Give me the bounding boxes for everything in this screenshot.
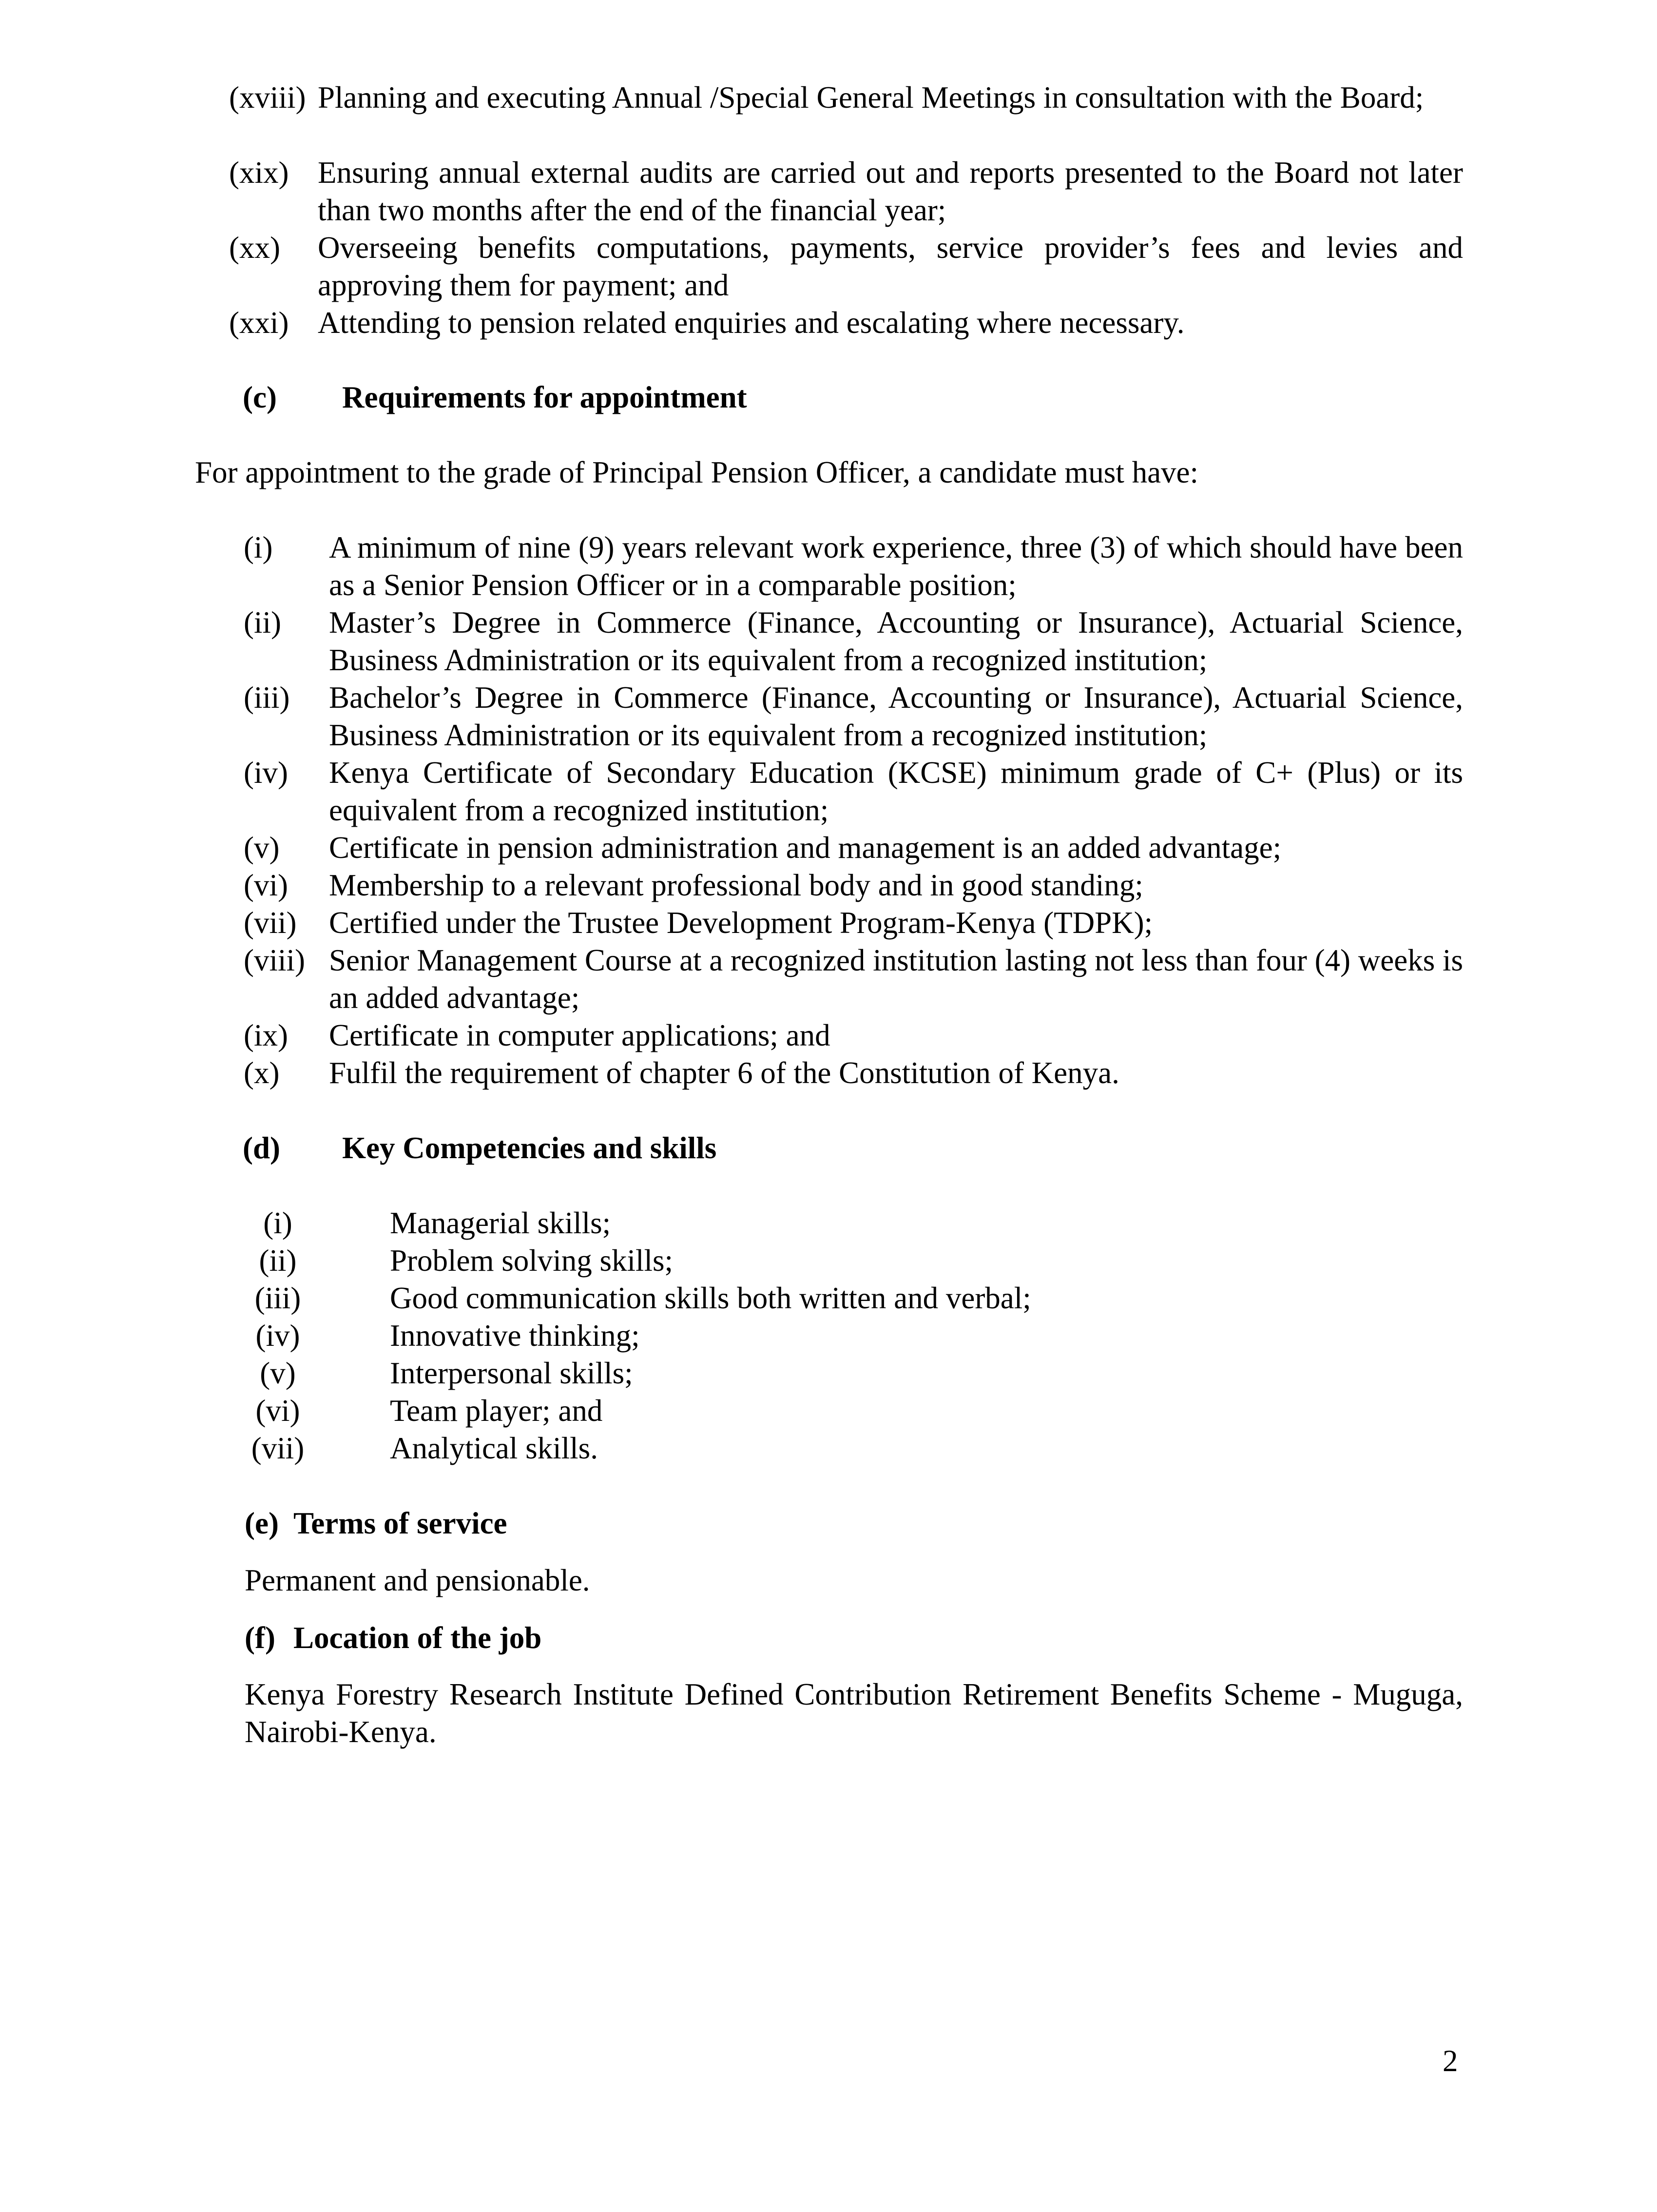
list-item-number: (vi) <box>244 868 288 902</box>
list-item-number: (iv) <box>255 1319 300 1353</box>
section-title: Terms of service <box>293 1506 507 1540</box>
list-item-text: Problem solving skills; <box>390 1243 674 1278</box>
list-item-number: (xxi) <box>229 306 289 340</box>
list-item-text: A minimum of nine (9) years relevant work experience, three (3) of which should have been as a Senior Pension Officer or in a comparable position; <box>329 530 1463 602</box>
section-letter: (f) <box>245 1621 275 1655</box>
list-item-text: Bachelor’s Degree in Commerce (Finance, Accounting or Insurance), Actuarial Science, Business Administration or its equivalent from a recognized institution; <box>329 680 1463 752</box>
list-item-text: Planning and executing Annual /Special General Meetings in consultation with the Board; <box>318 80 1424 115</box>
list-item-number: (iv) <box>244 756 288 790</box>
list-item-text: Kenya Certificate of Secondary Education (KCSE) minimum grade of C+ (Plus) or its equivalent from a recognized institution; <box>329 756 1463 827</box>
section-title: Location of the job <box>293 1621 542 1655</box>
page-number: 2 <box>1443 2044 1458 2078</box>
list-item-text: Membership to a relevant professional body and in good standing; <box>329 868 1143 902</box>
list-item-text: Certificate in pension administration and management is an added advantage; <box>329 831 1282 865</box>
requirements-intro: For appointment to the grade of Principal Pension Officer, a candidate must have: <box>195 455 1199 489</box>
list-item-text: Attending to pension related enquiries and escalating where necessary. <box>318 306 1185 340</box>
list-item-number: (xx) <box>229 231 280 265</box>
list-item-number: (xix) <box>229 155 289 190</box>
section-letter: (e) <box>245 1506 279 1540</box>
list-item-text: Fulfil the requirement of chapter 6 of the Constitution of Kenya. <box>329 1056 1119 1090</box>
section-letter: (c) <box>243 380 277 414</box>
list-item-number: (vi) <box>255 1394 300 1428</box>
section-title: Requirements for appointment <box>342 380 747 414</box>
list-item-text: Master’s Degree in Commerce (Finance, Accounting or Insurance), Actuarial Science, Business Administration or its equivalent from a recognized institution; <box>329 605 1463 677</box>
list-item-text: Managerial skills; <box>390 1206 611 1240</box>
list-item-text: Innovative thinking; <box>390 1319 640 1353</box>
list-item-number: (iii) <box>254 1281 301 1315</box>
list-item-number: (ii) <box>259 1243 297 1278</box>
section-title: Key Competencies and skills <box>342 1131 717 1165</box>
list-item-text: Certificate in computer applications; and <box>329 1018 830 1052</box>
list-item-text: Senior Management Course at a recognized institution lasting not less than four (4) weeks is an added advantage; <box>329 943 1463 1015</box>
list-item-number: (i) <box>263 1206 292 1240</box>
terms-of-service-text: Permanent and pensionable. <box>245 1563 590 1597</box>
list-item-number: (ix) <box>244 1018 288 1052</box>
list-item-text: Team player; and <box>390 1394 603 1428</box>
list-item-text: Interpersonal skills; <box>390 1356 633 1390</box>
list-item-number: (iii) <box>244 680 290 715</box>
section-letter: (d) <box>243 1131 280 1165</box>
list-item-number: (ii) <box>244 605 281 640</box>
list-item-text: Analytical skills. <box>390 1431 598 1465</box>
job-location-text: Kenya Forestry Research Institute Defined Contribution Retirement Benefits Scheme - Muguga, Nairobi-Kenya. <box>245 1677 1463 1749</box>
list-item-number: (vii) <box>251 1431 305 1465</box>
list-item-number: (viii) <box>244 943 305 977</box>
list-item-number: (v) <box>260 1356 296 1390</box>
list-item-number: (i) <box>244 530 273 564</box>
list-item-text: Certified under the Trustee Development Program-Kenya (TDPK); <box>329 906 1153 940</box>
list-item-number: (vii) <box>244 906 297 940</box>
list-item-number: (x) <box>244 1056 280 1090</box>
list-item-text: Ensuring annual external audits are carried out and reports presented to the Board not later than two months after the end of the financial year; <box>318 155 1463 227</box>
list-item-text: Good communication skills both written and verbal; <box>390 1281 1031 1315</box>
list-item-number: (v) <box>244 831 280 865</box>
list-item-text: Overseeing benefits computations, payments, service provider’s fees and levies and approving them for payment; and <box>318 231 1463 302</box>
list-item-number: (xviii) <box>229 80 306 115</box>
